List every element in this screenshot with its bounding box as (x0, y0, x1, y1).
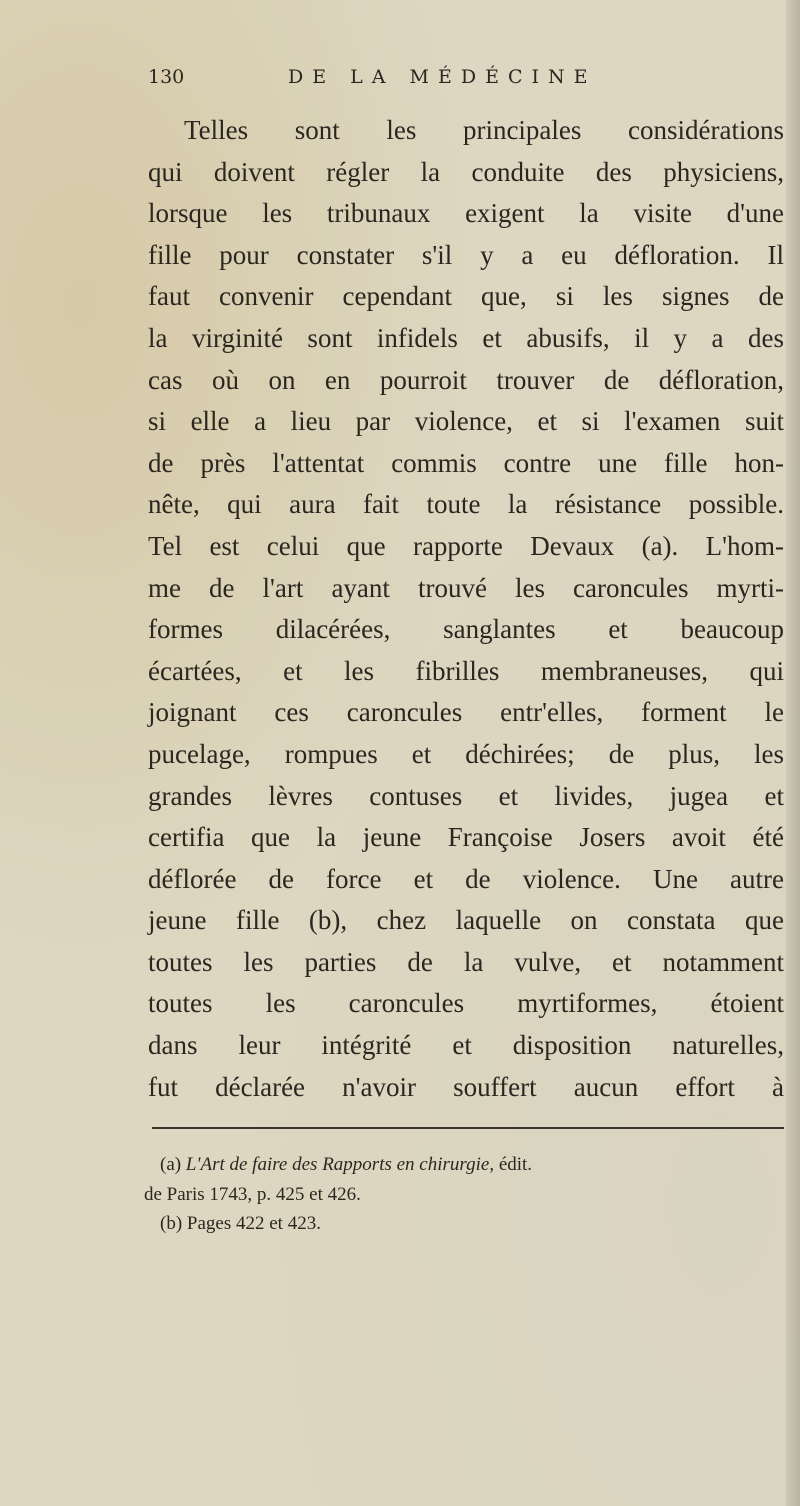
footnote-rest: Pages 422 et 423. (186, 1213, 321, 1234)
footnote-rest: de Paris 1743, p. 425 et 426. (144, 1183, 361, 1205)
footnote (160, 1150, 784, 1180)
text-line: Tel est celui que rapporte Devaux (a). L'hom- (148, 530, 784, 561)
text-line: Telles sont les principales considérations (184, 115, 784, 145)
text-line: fille pour constater s'il y a eu défloration. Il (148, 239, 784, 270)
footnote-rest: , édit. (489, 1154, 533, 1175)
text-line: déflorée de force et de violence. Une autre (148, 863, 784, 894)
running-title: DE LA MÉDÉCINE (288, 66, 597, 88)
footnote-mark: (a) (160, 1154, 182, 1175)
footnote-italic: L'Art de faire des Rapports en chirurgie (185, 1154, 490, 1175)
text-line: toutes les caroncules myrtiformes, étoient (148, 988, 784, 1019)
text-line: écartées, et les fibrilles membraneuses, qui (148, 655, 784, 686)
text-line: de près l'attentat commis contre une fille hon- (148, 447, 784, 478)
text-line: nête, qui aura fait toute la résistance possible. (148, 489, 784, 520)
text-line: fut déclarée n'avoir souffert aucun effort à (148, 1071, 784, 1102)
text-line: formes dilacérées, sanglantes et beaucoup (148, 614, 784, 645)
text-line: la virginité sont infidels et abusifs, il y a des (148, 322, 784, 353)
page-number: 130 (148, 66, 185, 88)
text-line: qui doivent régler la conduite des physiciens, (148, 156, 784, 187)
body-text (148, 110, 784, 1108)
text-line: grandes lèvres contuses et livides, jugea et (148, 780, 784, 811)
text-line: lorsque les tribunaux exigent la visite d'une (148, 198, 784, 229)
text-line: me de l'art ayant trouvé les caroncules myrti- (148, 572, 784, 603)
page-edge (786, 0, 800, 1506)
text-line: faut convenir cependant que, si les signes de (148, 281, 784, 312)
footnotes (144, 1150, 784, 1239)
text-line: jeune fille (b), chez laquelle on constata que (148, 905, 784, 936)
text-line: pucelage, rompues et déchirées; de plus, les (148, 738, 784, 769)
text-line: toutes les parties de la vulve, et notamment (148, 946, 784, 977)
footnote (144, 1180, 784, 1210)
text-line: dans leur intégrité et disposition naturelles, (148, 1030, 784, 1061)
text-line: si elle a lieu par violence, et si l'examen suit (148, 406, 784, 437)
text-line: joignant ces caroncules entr'elles, forment le (148, 697, 784, 728)
footnote (160, 1209, 784, 1239)
footnote-mark: (b) (160, 1213, 183, 1234)
footnote-rule (152, 1127, 784, 1129)
text-line: certifia que la jeune Françoise Josers avoit été (148, 822, 784, 853)
text-line: cas où on en pourroit trouver de défloration, (148, 364, 784, 395)
